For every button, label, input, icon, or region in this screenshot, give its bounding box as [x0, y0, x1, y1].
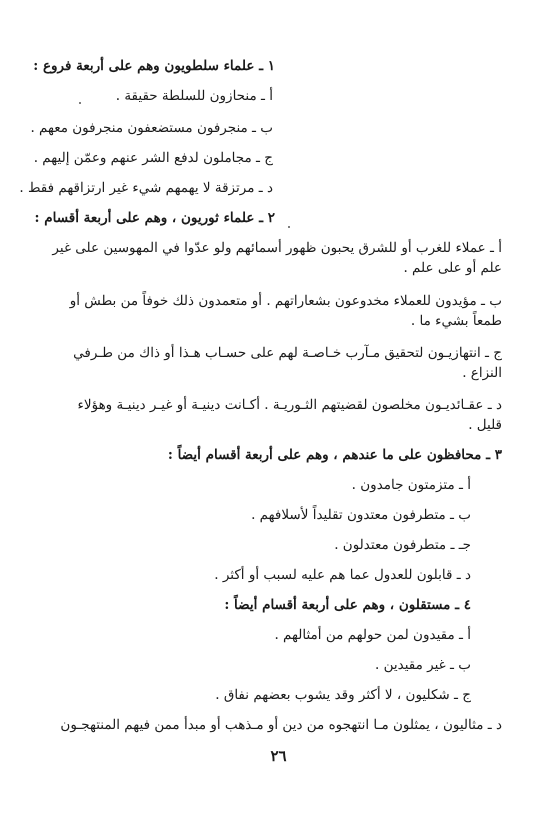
- section-2-item-b-line2: طمعاً بشيء ما .: [410, 313, 502, 329]
- section-4-item-c: ج ـ شكليون ، لا أكثر وقد يشوب بعضهم نفاق .: [215, 687, 471, 703]
- section-1-item-d: د ـ مرتزقة لا يهمهم شيء غير ارتزاقهم فقط .: [19, 180, 273, 196]
- section-3-item-c: جـ ـ متطرفون معتدلون .: [334, 537, 471, 553]
- section-2-item-a-line2: علم أو على علم .: [403, 260, 502, 276]
- section-2-item-c-line1: ج ـ انتهازيـون لتحقيق مـآرب خـاصـة لهم على حسـاب هـذا أو ذاك من طـرفي: [73, 345, 502, 361]
- section-4-item-d: د ـ مثاليون ، يمثلون مـا انتهجوه من دين أو مـذهب أو مبدأ ممن فيهم المنتهجـون: [60, 717, 502, 733]
- section-1-item-b: ب ـ منجرفون مستضعفون منجرفون معهم .: [30, 120, 273, 136]
- section-3-item-d: د ـ قابلون للعدول عما هم عليه لسبب أو أكثر .: [214, 567, 471, 583]
- section-3-item-a: أ ـ متزمتون جامدون .: [351, 477, 471, 493]
- scan-speck: [288, 226, 290, 228]
- section-4-item-b: ب ـ غير مقيدين .: [375, 657, 471, 673]
- section-1-heading: ١ ـ علماء سلطويون وهم على أربعة فروع :: [33, 58, 275, 74]
- section-2-item-d-line2: قليل .: [468, 417, 502, 433]
- section-3-item-b: ب ـ متطرفون معتدون تقليداً لأسلافهم .: [251, 507, 471, 523]
- section-2-item-b-line1: ب ـ مؤيدون للعملاء مخدوعون بشعاراتهم . أو متعمدون ذلك خوفاً من بطش أو: [69, 293, 502, 309]
- page-number: ٢٦: [270, 747, 287, 765]
- section-1-item-a: أ ـ منحازون للسلطة حقيقة .: [115, 88, 273, 104]
- section-3-heading: ٣ ـ محافظون على ما عندهم ، وهم على أربعة أقسام أيضاً :: [167, 447, 502, 463]
- scan-speck: [79, 102, 81, 104]
- section-2-item-d-line1: د ـ عقـائديـون مخلصون لقضيتهم الثـوريـة . أكـانت دينيـة أو غيـر دينيـة وهؤلاء: [77, 397, 502, 413]
- section-2-item-c-line2: النزاع .: [462, 365, 502, 381]
- section-4-heading: ٤ ـ مستقلون ، وهم على أربعة أقسام أيضاً :: [224, 597, 471, 613]
- section-1-item-c: ج ـ مجاملون لدفع الشر عنهم وعمّن إليهم .: [33, 150, 273, 166]
- section-2-item-a-line1: أ ـ عملاء للغرب أو للشرق يحبون ظهور أسمائهم ولو عدّوا في المهوسين على غير: [52, 240, 502, 256]
- section-4-item-a: أ ـ مقيدون لمن حولهم من أمثالهم .: [274, 627, 471, 643]
- section-2-heading: ٢ ـ علماء ثوريون ، وهم على أربعة أقسام :: [34, 210, 275, 226]
